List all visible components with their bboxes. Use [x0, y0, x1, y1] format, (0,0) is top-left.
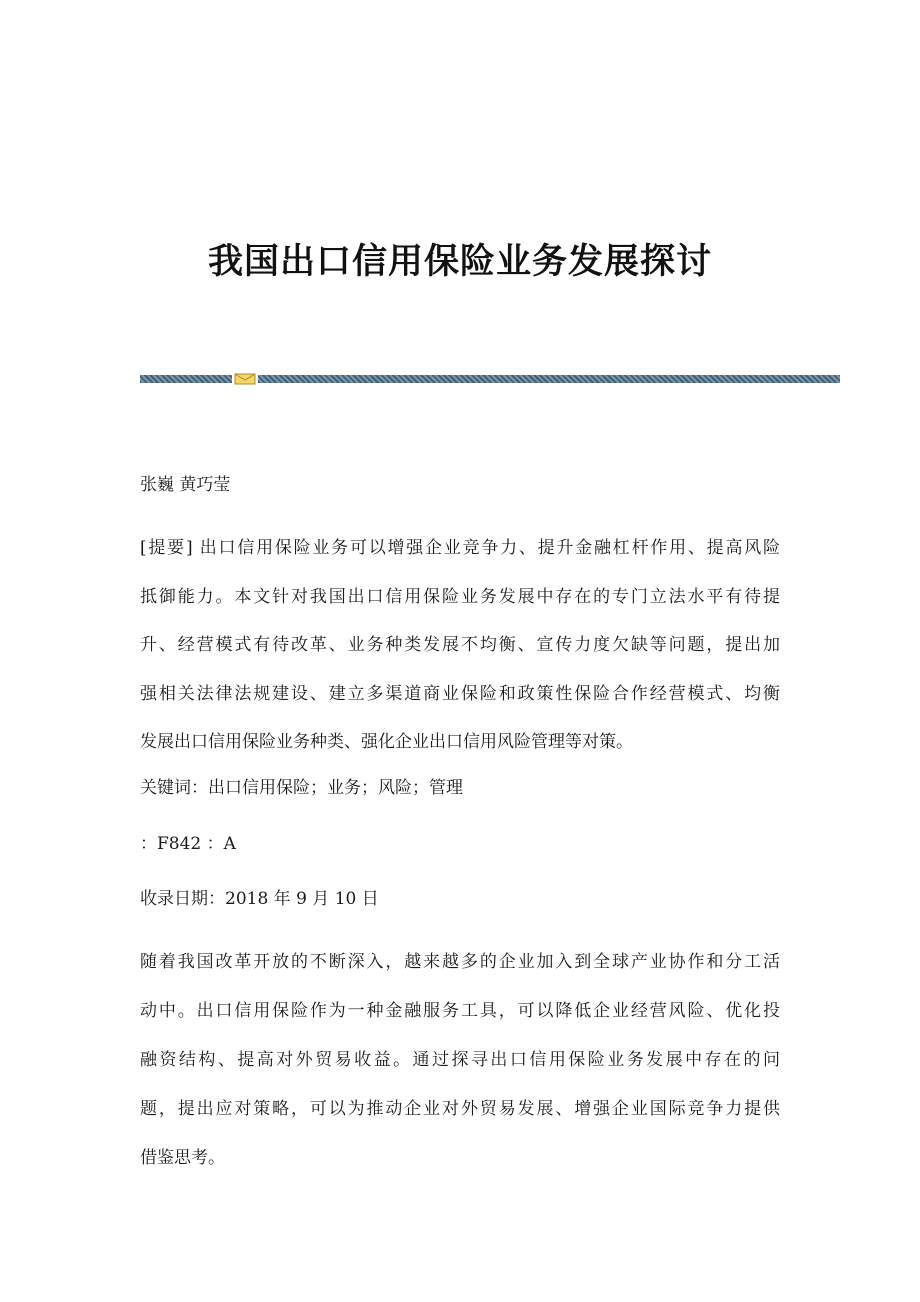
intro-paragraph: [140, 938, 780, 1183]
page-title: 我国出口信用保险业务发展探讨: [207, 242, 712, 283]
envelope-icon: [234, 373, 256, 385]
intro-line: 随着我国改革开放的不断深入，越来越多的企业加入到全球产业协作和分工活: [140, 952, 780, 972]
abstract-line: 强相关法律法规建设、建立多渠道商业保险和政策性保险合作经营模式、均衡: [140, 683, 780, 704]
abstract-line: 升、经营模式有待改革、业务种类发展不均衡、宣传力度欠缺等问题，提出加: [140, 635, 780, 655]
abstract-line: [提要] 出口信用保险业务可以增强企业竞争力、提升金融杠杆作用、提高风险: [140, 538, 780, 558]
title-divider: [140, 375, 840, 383]
intro-line: 动中。出口信用保险作为一种金融服务工具，可以降低企业经营风险、优化投: [140, 1001, 780, 1021]
divider-bar-right: [258, 375, 840, 383]
abstract-line: 抵御能力。本文针对我国出口信用保险业务发展中存在的专门立法水平有待提: [140, 586, 780, 607]
authors: 张巍 黄巧莹: [140, 475, 231, 495]
classification-code: ：F842 ：A: [140, 834, 236, 854]
intro-line: 借鉴思考。: [140, 1148, 225, 1168]
received-date: 收录日期：2018 年 9 月 10 日: [140, 889, 379, 909]
abstract-line: 发展出口信用保险业务种类、强化企业出口信用风险管理等对策。: [140, 732, 633, 752]
abstract: [140, 524, 780, 767]
intro-line: 题，提出应对策略，可以为推动企业对外贸易发展、增强企业国际竞争力提供: [140, 1099, 780, 1119]
divider-bar-left: [140, 375, 232, 383]
keywords: 关键词：出口信用保险；业务；风险；管理: [140, 778, 463, 798]
intro-line: 融资结构、提高对外贸易收益。通过探寻出口信用保险业务发展中存在的问: [140, 1050, 780, 1070]
